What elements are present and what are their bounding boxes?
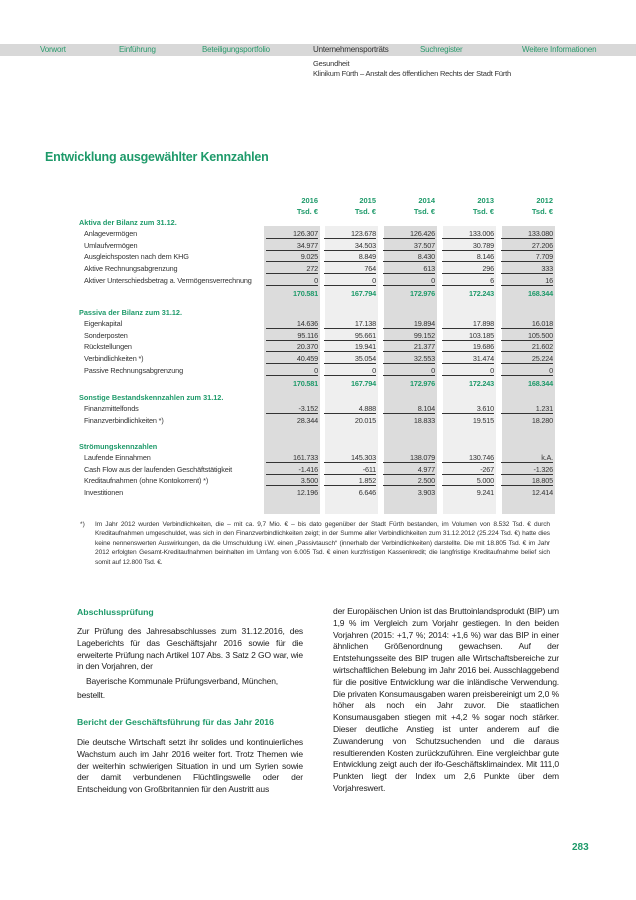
- row-label: Finanzverbindlichkeiten *): [84, 415, 164, 425]
- table-cell-2015: 1.852: [324, 476, 376, 486]
- table-cell-2013: 133.006: [442, 229, 494, 239]
- table-cell-2014: 21.377: [383, 342, 435, 352]
- table-cell-2013: 103.185: [442, 331, 494, 341]
- table-cell-2013: -267: [442, 465, 494, 475]
- table-cell-2013: 19.515: [472, 415, 494, 425]
- table-cell-2012: 18.805: [501, 476, 553, 486]
- table-cell-2016: 9.025: [266, 252, 318, 262]
- nav-unternehmensportraets[interactable]: Unternehmensporträts: [313, 45, 389, 54]
- page-number: 283: [572, 842, 589, 853]
- section-title: Entwicklung ausgewählter Kennzahlen: [45, 150, 269, 164]
- table-cell-2012: 7.709: [501, 252, 553, 262]
- table-cell-2014: 4.977: [383, 465, 435, 475]
- row-label: Laufende Einnahmen: [84, 453, 151, 462]
- table-total-2014: 172.976: [410, 288, 435, 298]
- table-cell-2012: 27.206: [501, 241, 553, 251]
- table-cell-2012: 18.280: [531, 415, 553, 425]
- table-cell-2014: 32.553: [383, 354, 435, 364]
- year-header-2012: 2012: [536, 196, 553, 205]
- table-cell-2016: 28.344: [296, 415, 318, 425]
- table-cell-2014: 37.507: [383, 241, 435, 251]
- table-total-2013: 172.243: [469, 378, 494, 388]
- table-cell-2014: 2.500: [383, 476, 435, 486]
- table-cell-2012: 25.224: [501, 354, 553, 364]
- table-cell-2013: 8.146: [442, 252, 494, 262]
- table-cell-2016: 0: [266, 366, 318, 376]
- table-cell-2012: 333: [501, 264, 553, 274]
- table-cell-2013: 31.474: [442, 354, 494, 364]
- table-cell-2016: 126.307: [266, 229, 318, 239]
- row-label: Passive Rechnungsabgrenzung: [84, 365, 183, 375]
- table-total-2014: 172.976: [410, 378, 435, 388]
- row-label: Investitionen: [84, 488, 124, 498]
- table-cell-2015: 19.941: [324, 342, 376, 352]
- table-cell-2016: -3.152: [266, 404, 318, 414]
- table-cell-2014: 18.833: [413, 415, 435, 425]
- section-heading: Passiva der Bilanz zum 31.12.: [79, 308, 183, 317]
- table-cell-2015: 145.303: [324, 453, 376, 463]
- row-label: Rückstellungen: [84, 342, 132, 352]
- row-label: Eigenkapital: [84, 319, 122, 328]
- table-cell-2012: 16.018: [501, 319, 553, 329]
- unit-header-2012: Tsd. €: [531, 207, 553, 216]
- unit-header-2014: Tsd. €: [413, 207, 435, 216]
- year-header-2014: 2014: [418, 196, 435, 205]
- abschlusspruefung-paragraph: Zur Prüfung des Jahresabschlusses zum 31.12.2016, des Lageberichts für das Geschäftsjahr 2016 sowie für die erweiterte Prüfung nach Artikel 107 Abs. 3 Satz 2 GO war, wie in den Vorjahren, der: [77, 626, 303, 672]
- table-cell-2013: 130.746: [442, 453, 494, 463]
- table-cell-2015: 95.661: [324, 331, 376, 341]
- table-cell-2016: 272: [266, 264, 318, 274]
- table-cell-2013: 296: [442, 264, 494, 274]
- table-cell-2015: 35.054: [324, 354, 376, 364]
- table-cell-2012: 12.414: [531, 488, 553, 498]
- table-cell-2012: 16: [501, 276, 553, 286]
- nav-einfuehrung[interactable]: Einführung: [119, 45, 156, 54]
- table-cell-2012: 1.231: [501, 404, 553, 414]
- table-cell-2013: 5.000: [442, 476, 494, 486]
- table-cell-2012: 0: [501, 366, 553, 376]
- table-cell-2015: -611: [324, 465, 376, 475]
- top-navigation: [0, 44, 636, 56]
- row-label: Ausgleichsposten nach dem KHG: [84, 252, 189, 262]
- table-cell-2014: 613: [383, 264, 435, 274]
- footnote-text: Im Jahr 2012 wurden Verbindlichkeiten, die – mit ca. 9,7 Mio. € – bis dato gegenüber der Stadt Fürth bestanden, im Volumen von 8.532 Tsd. € durch Kreditaufnahmen umgeschuldet, was sich in den Finanzverbindlichkeiten zeigt; in der Summe aller Verbindlichkeiten zum 31.12.2012 (25.224 Tsd. €) hatte dies keine nennenswerten Auswirkungen, da die Umschuldung i.W. einen „Passivtausch“ (innerhalb der Verbindlichkeiten) darstellte. Die mit 18.805 Tsd. € im Jahr 2012 erfolgten Gesamt-Kreditaufnahmen beinhalten im Umfang von 6.005 Tsd. € einen kurzfristigen Kassenkredit; die langfristige Kreditaufnahme belief sich somit auf 12.800 Tsd. €.: [95, 521, 550, 566]
- table-total-2015: 167.794: [351, 288, 376, 298]
- table-cell-2012: -1.326: [501, 465, 553, 475]
- table-cell-2012: k.A.: [501, 453, 553, 463]
- table-total-2016: 170.581: [293, 378, 318, 388]
- table-cell-2015: 8.849: [324, 252, 376, 262]
- table-cell-2013: 19.686: [442, 342, 494, 352]
- abschlusspruefung-closing: bestellt.: [77, 690, 105, 700]
- table-cell-2015: 20.015: [354, 415, 376, 425]
- table-cell-2016: 12.196: [296, 488, 318, 498]
- table-cell-2016: 14.636: [266, 319, 318, 329]
- row-label: Sonderposten: [84, 330, 128, 340]
- table-cell-2014: 8.430: [383, 252, 435, 262]
- section-heading: Aktiva der Bilanz zum 31.12.: [79, 218, 177, 227]
- table-total-2012: 168.344: [528, 378, 553, 388]
- table-cell-2016: 20.370: [266, 342, 318, 352]
- bericht-paragraph-right: der Europäischen Union ist das Bruttoinlandsprodukt (BIP) um 1,9 % im Vergleich zum Vorjahr gestiegen. In den beiden Vorjahren (2015: +1,7 %; 2014: +1,6 %) war das BIP in einer ähnlichen Größenordnung gewachsen. Auf der Entstehungsseite des BIP trugen alle Wirtschaftsbereiche zur wirtschaftlichen Belebung im Jahr 2016 bei. Ausschlaggebend für die positive Entwicklung war die inländische Verwendung. Die privaten Konsumausgaben waren preisbereinigt um 2,0 % höher als noch ein Jahr zuvor. Die staatlichen Konsumausgaben stiegen mit +4,2 % sogar noch stärker. Dieser deutliche Anstieg ist unter anderem auf die Zuwanderung von Schutzsuchenden und die daraus resultierenden Kosten zurückzuführen. Eine vergleichbar gute Entwicklung zeigt auch der ifo-Geschäftsklimaindex. Mit 111,0 Punkten liegt der Index um 2,6 Punkte über dem Vorjahreswert.: [333, 606, 559, 793]
- table-cell-2016: 95.116: [266, 331, 318, 341]
- table-total-2012: 168.344: [528, 288, 553, 298]
- table-cell-2014: 3.903: [417, 488, 435, 498]
- nav-suchregister[interactable]: Suchregister: [420, 45, 463, 54]
- table-cell-2016: 161.733: [266, 453, 318, 463]
- nav-weitere-informationen[interactable]: Weitere Informationen: [522, 45, 597, 54]
- year-header-2015: 2015: [359, 196, 376, 205]
- row-label: Umlaufvermögen: [84, 240, 138, 250]
- table-total-2015: 167.794: [351, 378, 376, 388]
- breadcrumb-category: Gesundheit: [313, 59, 350, 68]
- table-cell-2013: 9.241: [476, 488, 494, 498]
- unit-header-2015: Tsd. €: [354, 207, 376, 216]
- table-cell-2014: 138.079: [383, 453, 435, 463]
- table-cell-2015: 764: [324, 264, 376, 274]
- row-label: Aktive Rechnungsabgrenzung: [84, 264, 178, 274]
- auditor-name: Bayerische Kommunale Prüfungsverband, München,: [86, 676, 279, 686]
- table-cell-2015: 0: [324, 366, 376, 376]
- table-cell-2016: 3.500: [266, 476, 318, 486]
- table-cell-2013: 0: [442, 366, 494, 376]
- table-cell-2015: 34.503: [324, 241, 376, 251]
- table-cell-2016: 40.459: [266, 354, 318, 364]
- table-cell-2013: 6: [442, 276, 494, 286]
- table-total-2016: 170.581: [293, 288, 318, 298]
- year-header-2013: 2013: [477, 196, 494, 205]
- nav-vorwort[interactable]: Vorwort: [40, 45, 66, 54]
- table-total-2013: 172.243: [469, 288, 494, 298]
- table-cell-2014: 0: [383, 366, 435, 376]
- bericht-heading: Bericht der Geschäftsführung für das Jahr 2016: [77, 717, 274, 727]
- table-cell-2016: 0: [266, 276, 318, 286]
- table-cell-2013: 17.898: [442, 319, 494, 329]
- table-cell-2013: 30.789: [442, 241, 494, 251]
- row-label: Kreditaufnahmen (ohne Kontokorrent) *): [84, 476, 209, 486]
- table-cell-2014: 8.104: [383, 404, 435, 414]
- table-cell-2015: 0: [324, 276, 376, 286]
- nav-beteiligungsportfolio[interactable]: Beteiligungsportfolio: [202, 45, 270, 54]
- table-cell-2012: 133.080: [501, 229, 553, 239]
- year-header-2016: 2016: [301, 196, 318, 205]
- table-cell-2016: 34.977: [266, 241, 318, 251]
- table-cell-2012: 105.500: [501, 331, 553, 341]
- table-cell-2015: 6.646: [358, 488, 376, 498]
- footnote-mark: *): [80, 521, 85, 528]
- abschlusspruefung-heading: Abschlussprüfung: [77, 607, 154, 617]
- row-label: Aktiver Unterschiedsbetrag a. Vermögensverrechnung: [84, 275, 252, 285]
- row-label: Cash Flow aus der laufenden Geschäftstätigkeit: [84, 464, 233, 474]
- row-label: Verbindlichkeiten *): [84, 354, 144, 364]
- section-heading: Strömungskennzahlen: [79, 442, 158, 451]
- table-cell-2012: 21.602: [501, 342, 553, 352]
- section-heading: Sonstige Bestandskennzahlen zum 31.12.: [79, 393, 224, 402]
- table-cell-2014: 126.426: [383, 229, 435, 239]
- row-label: Finanzmittelfonds: [84, 404, 139, 413]
- table-cell-2016: -1.416: [266, 465, 318, 475]
- table-cell-2015: 123.678: [324, 229, 376, 239]
- table-cell-2015: 17.138: [324, 319, 376, 329]
- unit-header-2016: Tsd. €: [296, 207, 318, 216]
- table-cell-2013: 3.610: [442, 404, 494, 414]
- row-label: Anlagevermögen: [84, 229, 138, 238]
- table-cell-2014: 19.894: [383, 319, 435, 329]
- breadcrumb-company: Klinikum Fürth – Anstalt des öffentlichen Rechts der Stadt Fürth: [313, 69, 512, 78]
- bericht-paragraph-left: Die deutsche Wirtschaft setzt ihr solides und kontinuierliches Wachstum auch im Jahr 2016 weiter fort. Trotz Themen wie der weiterhin schwierigen Situation in und um Syrien sowie der damit verbundenen Flüchtlingswelle oder der Entscheidung von Großbritannien für den Austritt aus: [77, 737, 303, 795]
- table-cell-2014: 99.152: [383, 331, 435, 341]
- table-cell-2015: 4.888: [324, 404, 376, 414]
- table-cell-2014: 0: [383, 276, 435, 286]
- unit-header-2013: Tsd. €: [472, 207, 494, 216]
